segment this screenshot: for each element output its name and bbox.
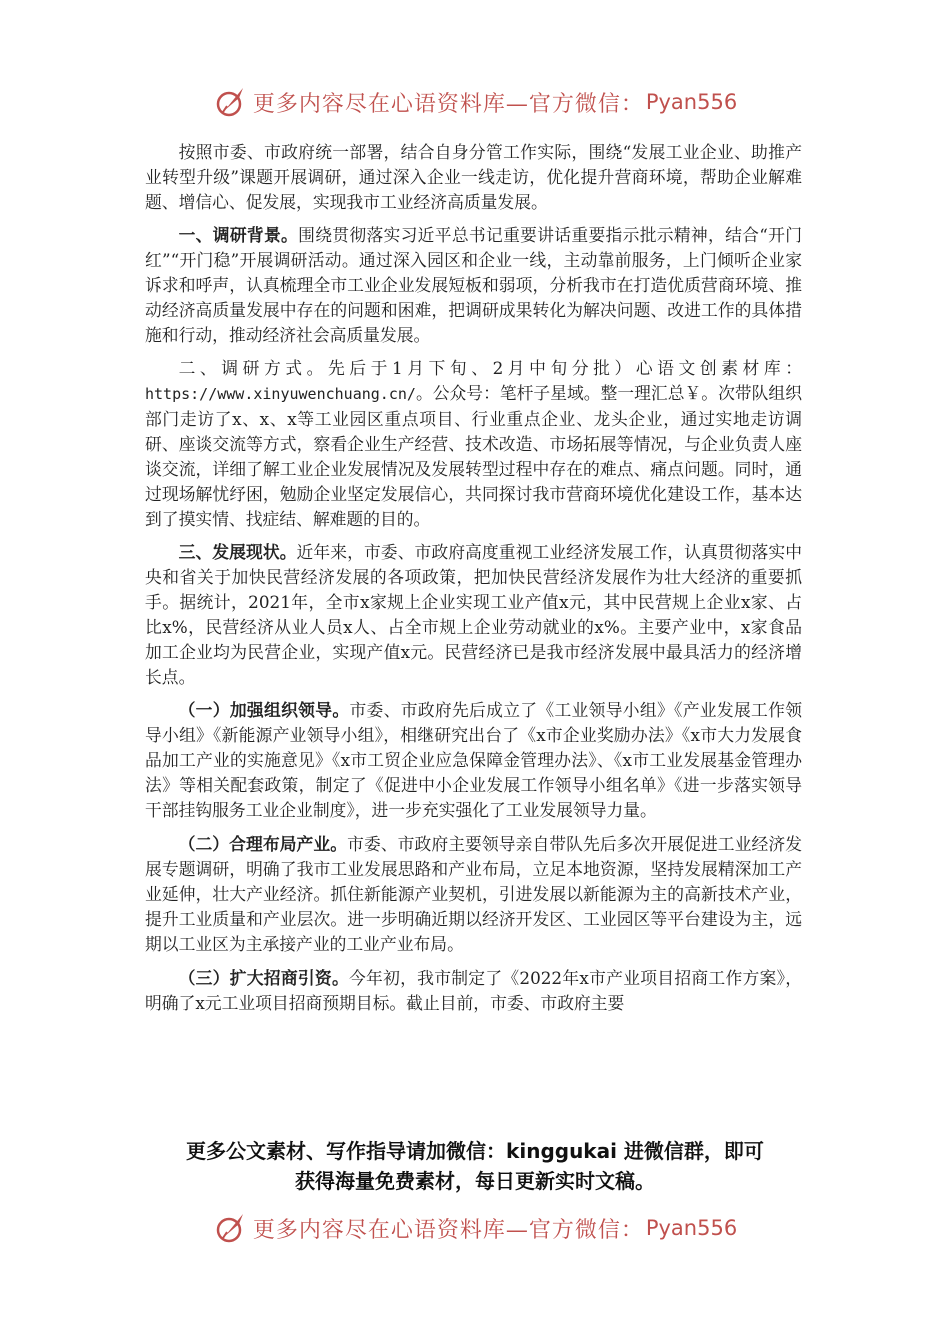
watermark-footer	[0, 1210, 950, 1246]
watermark-text: 更多内容尽在心语资料库—官方微信：	[252, 91, 644, 117]
promo-line-2: 获得海量免费素材，每日更新实时文稿。	[295, 1169, 655, 1193]
subsection-organization: （一）加强组织领导。市委、市政府先后成立了《工业领导小组》《产业发展工作领导小组》《新能源产业领导小组》，相继研究出台了《x市企业奖励办法》《x市大力发展食品加工产业的实施意见》《x市工贸企业应急保障金管理办法》、《x市工业发展基金管理办法》等相关配套政策，制定了《促进中小企业发展工作领导小组名单》《进一步落实领导干部挂钩服务工业企业制度》，进一步充实强化了工业发展领导力量。	[145, 700, 802, 820]
promo-banner	[0, 1136, 950, 1196]
watermark-header	[0, 84, 950, 120]
subsection-investment: （三）扩大招商引资。今年初，我市制定了《2022年x市产业项目招商工作方案》，明确了x元工业项目招商预期目标。截止目前，市委、市政府主要	[145, 968, 802, 1013]
subsection-heading: （二）合理布局产业。	[178, 834, 348, 854]
subsection-layout: （二）合理布局产业。市委、市政府主要领导亲自带队先后多次开展促进工业经济发展专题调研，明确了我市工业发展思路和产业布局，立足本地资源，坚持发展精深加工产业延伸，壮大产业经济。抓住新能源产业契机，引进发展以新能源为主的高新技术产业，提升工业质量和产业层次。进一步明确近期以经济开发区、工业园区等平台建设为主，远期以工业区为主承接产业的工业产业布局。	[145, 834, 802, 954]
watermark-wechat-id: Pyan556	[645, 90, 738, 114]
subsection-heading: （三）扩大招商引资。	[178, 968, 349, 988]
subsection-heading: （一）加强组织领导。	[178, 700, 350, 720]
watermark-text: 更多内容尽在心语资料库—官方微信：	[252, 1217, 644, 1243]
section-heading: 二、调研方式。	[178, 358, 328, 378]
section-heading: 一、调研背景。	[178, 225, 299, 245]
intro-paragraph: 按照市委、市政府统一部署，结合自身分管工作实际，围绕“发展工业企业、助推产业转型升级”课题开展调研，通过深入企业一线走访，优化提升营商环境，帮助企业解难题、增信心、促发展，实现我市工业经济高质量发展。	[145, 142, 802, 212]
source-url: https://www.xinyuwenchuang.cn/	[145, 385, 416, 403]
document-body	[145, 140, 802, 1025]
section-method: 二、调研方式。先后于1月下旬、2月中旬分批）心语文创素材库：https://www.xinyuwenchuang.cn/。公众号：笔杆子星域。整一理汇总￥。次带队组织部门走访了x、x、x等工业园区重点项目、行业重点企业、龙头企业，通过实地走访调研、座谈交流等方式，察看企业生产经营、技术改造、市场拓展等情况，与企业负责人座谈交流，详细了解工业企业发展情况及发展转型过程中存在的难点、痛点问题。同时，通过现场解忧纾困，勉励企业坚定发展信心，共同探讨我市营商环境优化建设工作，基本达到了摸实情、找症结、解难题的目的。	[145, 358, 802, 529]
quill-logo-icon	[213, 1210, 249, 1246]
promo-line-1: 更多公文素材、写作指导请加微信：kinggukai 进微信群，即可	[186, 1139, 764, 1163]
section-heading: 三、发展现状。	[178, 542, 297, 562]
watermark-wechat-id: Pyan556	[645, 1216, 738, 1240]
section-background: 一、调研背景。围绕贯彻落实习近平总书记重要讲话重要指示批示精神，结合“开门红”“开门稳”开展调研活动。通过深入园区和企业一线，主动靠前服务，上门倾听企业家诉求和呼声，认真梳理全市工业企业发展短板和弱项，分析我市在打造优质营商环境、推动经济高质量发展中存在的问题和困难，把调研成果转化为解决问题、改进工作的具体措施和行动，推动经济社会高质量发展。	[145, 225, 802, 345]
quill-logo-icon	[213, 84, 249, 120]
section-status: 三、发展现状。近年来，市委、市政府高度重视工业经济发展工作，认真贯彻落实中央和省关于加快民营经济发展的各项政策，把加快民营经济发展作为壮大经济的重要抓手。据统计，2021年，全市x家规上企业实现工业产值x元，其中民营规上企业x家、占比x%，民营经济从业人员x人、占全市规上企业劳动就业的x%。主要产业中，x家食品加工企业均为民营企业，实现产值x元。民营经济已是我市经济发展中最具活力的经济增长点。	[145, 542, 802, 687]
